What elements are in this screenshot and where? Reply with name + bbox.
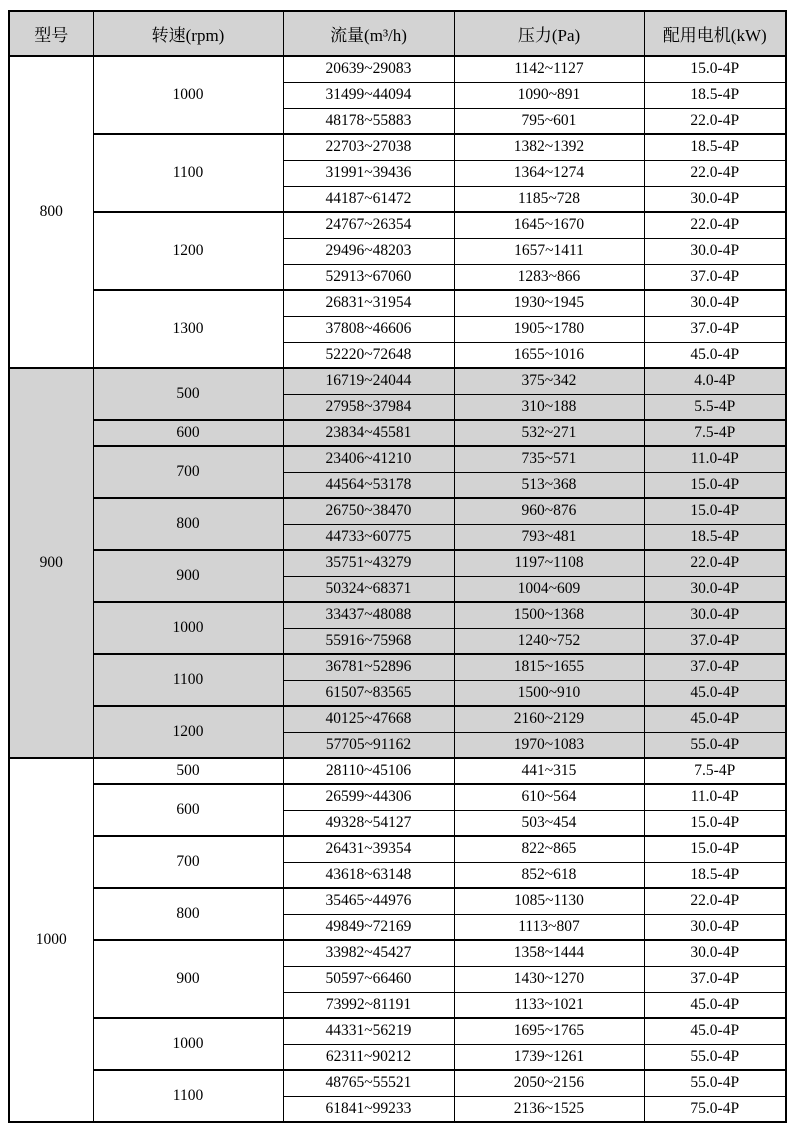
- pressure-cell: 1970~1083: [454, 732, 644, 758]
- motor-cell: 55.0-4P: [644, 1044, 786, 1070]
- motor-cell: 45.0-4P: [644, 706, 786, 732]
- pressure-cell: 1930~1945: [454, 290, 644, 316]
- pressure-cell: 1500~910: [454, 680, 644, 706]
- flow-cell: 57705~91162: [283, 732, 454, 758]
- motor-cell: 22.0-4P: [644, 160, 786, 186]
- pressure-cell: 1133~1021: [454, 992, 644, 1018]
- speed-cell: 700: [93, 836, 283, 888]
- pressure-cell: 1240~752: [454, 628, 644, 654]
- pressure-cell: 1358~1444: [454, 940, 644, 966]
- motor-cell: 37.0-4P: [644, 966, 786, 992]
- table-row: [9, 784, 786, 810]
- flow-cell: 26831~31954: [283, 290, 454, 316]
- speed-cell: 900: [93, 940, 283, 1018]
- pressure-cell: 503~454: [454, 810, 644, 836]
- pressure-cell: 1382~1392: [454, 134, 644, 160]
- motor-cell: 37.0-4P: [644, 264, 786, 290]
- flow-cell: 28110~45106: [283, 758, 454, 784]
- pressure-cell: 822~865: [454, 836, 644, 862]
- table-row: [9, 550, 786, 576]
- pressure-cell: 2136~1525: [454, 1096, 644, 1122]
- pressure-cell: 2050~2156: [454, 1070, 644, 1096]
- speed-cell: 1000: [93, 1018, 283, 1070]
- flow-cell: 48178~55883: [283, 108, 454, 134]
- model-cell: 1000: [9, 758, 93, 1122]
- motor-cell: 45.0-4P: [644, 342, 786, 368]
- pressure-cell: 310~188: [454, 394, 644, 420]
- pressure-cell: 1283~866: [454, 264, 644, 290]
- header-row: [9, 11, 786, 56]
- pressure-cell: 1085~1130: [454, 888, 644, 914]
- flow-cell: 49328~54127: [283, 810, 454, 836]
- flow-cell: 73992~81191: [283, 992, 454, 1018]
- motor-cell: 5.5-4P: [644, 394, 786, 420]
- motor-cell: 22.0-4P: [644, 108, 786, 134]
- pressure-cell: 1364~1274: [454, 160, 644, 186]
- table-row: [9, 290, 786, 316]
- speed-cell: 1000: [93, 602, 283, 654]
- motor-cell: 55.0-4P: [644, 732, 786, 758]
- flow-cell: 29496~48203: [283, 238, 454, 264]
- col-header-model: 型号: [9, 11, 93, 56]
- pressure-cell: 960~876: [454, 498, 644, 524]
- model-cell: 800: [9, 56, 93, 368]
- pressure-cell: 1695~1765: [454, 1018, 644, 1044]
- pressure-cell: 793~481: [454, 524, 644, 550]
- model-cell: 900: [9, 368, 93, 758]
- speed-cell: 800: [93, 498, 283, 550]
- flow-cell: 62311~90212: [283, 1044, 454, 1070]
- flow-cell: 50597~66460: [283, 966, 454, 992]
- flow-cell: 23834~45581: [283, 420, 454, 446]
- speed-cell: 900: [93, 550, 283, 602]
- flow-cell: 37808~46606: [283, 316, 454, 342]
- pressure-cell: 1657~1411: [454, 238, 644, 264]
- table-row: [9, 1018, 786, 1044]
- flow-cell: 26750~38470: [283, 498, 454, 524]
- flow-cell: 36781~52896: [283, 654, 454, 680]
- flow-cell: 35751~43279: [283, 550, 454, 576]
- motor-cell: 22.0-4P: [644, 212, 786, 238]
- motor-cell: 55.0-4P: [644, 1070, 786, 1096]
- motor-cell: 11.0-4P: [644, 446, 786, 472]
- pressure-cell: 375~342: [454, 368, 644, 394]
- table-row: [9, 212, 786, 238]
- motor-cell: 18.5-4P: [644, 134, 786, 160]
- pressure-cell: 1430~1270: [454, 966, 644, 992]
- pressure-cell: 1655~1016: [454, 342, 644, 368]
- flow-cell: 44733~60775: [283, 524, 454, 550]
- pressure-cell: 852~618: [454, 862, 644, 888]
- pressure-cell: 532~271: [454, 420, 644, 446]
- pressure-cell: 610~564: [454, 784, 644, 810]
- flow-cell: 33982~45427: [283, 940, 454, 966]
- table-body: [9, 56, 786, 1122]
- flow-cell: 61507~83565: [283, 680, 454, 706]
- pressure-cell: 1090~891: [454, 82, 644, 108]
- pressure-cell: 1905~1780: [454, 316, 644, 342]
- motor-cell: 18.5-4P: [644, 82, 786, 108]
- speed-cell: 1100: [93, 654, 283, 706]
- motor-cell: 7.5-4P: [644, 420, 786, 446]
- table-row: [9, 498, 786, 524]
- pressure-cell: 2160~2129: [454, 706, 644, 732]
- pressure-cell: 795~601: [454, 108, 644, 134]
- table-row: [9, 940, 786, 966]
- motor-cell: 30.0-4P: [644, 186, 786, 212]
- motor-cell: 30.0-4P: [644, 290, 786, 316]
- pressure-cell: 1815~1655: [454, 654, 644, 680]
- pressure-cell: 441~315: [454, 758, 644, 784]
- motor-cell: 15.0-4P: [644, 810, 786, 836]
- flow-cell: 27958~37984: [283, 394, 454, 420]
- motor-cell: 22.0-4P: [644, 550, 786, 576]
- motor-cell: 15.0-4P: [644, 56, 786, 82]
- speed-cell: 800: [93, 888, 283, 940]
- flow-cell: 16719~24044: [283, 368, 454, 394]
- motor-cell: 15.0-4P: [644, 472, 786, 498]
- flow-cell: 20639~29083: [283, 56, 454, 82]
- motor-cell: 30.0-4P: [644, 576, 786, 602]
- flow-cell: 24767~26354: [283, 212, 454, 238]
- flow-cell: 23406~41210: [283, 446, 454, 472]
- motor-cell: 45.0-4P: [644, 1018, 786, 1044]
- flow-cell: 31991~39436: [283, 160, 454, 186]
- table-row: [9, 1070, 786, 1096]
- col-header-flow: 流量(m³/h): [283, 11, 454, 56]
- table-row: [9, 654, 786, 680]
- pressure-cell: 513~368: [454, 472, 644, 498]
- motor-cell: 15.0-4P: [644, 836, 786, 862]
- flow-cell: 22703~27038: [283, 134, 454, 160]
- speed-cell: 1000: [93, 56, 283, 134]
- col-header-motor: 配用电机(kW): [644, 11, 786, 56]
- col-header-speed: 转速(rpm): [93, 11, 283, 56]
- table-row: [9, 56, 786, 82]
- speed-cell: 1200: [93, 212, 283, 290]
- table-row: [9, 602, 786, 628]
- motor-cell: 18.5-4P: [644, 524, 786, 550]
- speed-cell: 600: [93, 784, 283, 836]
- motor-cell: 18.5-4P: [644, 862, 786, 888]
- speed-cell: 1100: [93, 134, 283, 212]
- motor-cell: 30.0-4P: [644, 940, 786, 966]
- flow-cell: 35465~44976: [283, 888, 454, 914]
- flow-cell: 31499~44094: [283, 82, 454, 108]
- flow-cell: 44564~53178: [283, 472, 454, 498]
- speed-cell: 1100: [93, 1070, 283, 1122]
- flow-cell: 43618~63148: [283, 862, 454, 888]
- pressure-cell: 1197~1108: [454, 550, 644, 576]
- pressure-cell: 1739~1261: [454, 1044, 644, 1070]
- motor-cell: 30.0-4P: [644, 238, 786, 264]
- motor-cell: 11.0-4P: [644, 784, 786, 810]
- pressure-cell: 1500~1368: [454, 602, 644, 628]
- motor-cell: 45.0-4P: [644, 992, 786, 1018]
- table-row: [9, 420, 786, 446]
- motor-cell: 45.0-4P: [644, 680, 786, 706]
- speed-cell: 500: [93, 758, 283, 784]
- pressure-cell: 1113~807: [454, 914, 644, 940]
- speed-cell: 1300: [93, 290, 283, 368]
- speed-cell: 700: [93, 446, 283, 498]
- motor-cell: 7.5-4P: [644, 758, 786, 784]
- speed-cell: 500: [93, 368, 283, 420]
- pressure-cell: 1185~728: [454, 186, 644, 212]
- motor-cell: 4.0-4P: [644, 368, 786, 394]
- table-row: [9, 446, 786, 472]
- motor-cell: 22.0-4P: [644, 888, 786, 914]
- pressure-cell: 1004~609: [454, 576, 644, 602]
- table-row: [9, 758, 786, 784]
- flow-cell: 61841~99233: [283, 1096, 454, 1122]
- motor-cell: 15.0-4P: [644, 498, 786, 524]
- motor-cell: 30.0-4P: [644, 914, 786, 940]
- table-row: [9, 368, 786, 394]
- motor-cell: 37.0-4P: [644, 654, 786, 680]
- motor-cell: 37.0-4P: [644, 628, 786, 654]
- pressure-cell: 1142~1127: [454, 56, 644, 82]
- speed-cell: 600: [93, 420, 283, 446]
- pressure-cell: 735~571: [454, 446, 644, 472]
- table-row: [9, 836, 786, 862]
- table-row: [9, 706, 786, 732]
- motor-cell: 37.0-4P: [644, 316, 786, 342]
- speed-cell: 1200: [93, 706, 283, 758]
- pressure-cell: 1645~1670: [454, 212, 644, 238]
- motor-cell: 75.0-4P: [644, 1096, 786, 1122]
- flow-cell: 26431~39354: [283, 836, 454, 862]
- flow-cell: 44331~56219: [283, 1018, 454, 1044]
- flow-cell: 48765~55521: [283, 1070, 454, 1096]
- flow-cell: 26599~44306: [283, 784, 454, 810]
- table-row: [9, 134, 786, 160]
- flow-cell: 50324~68371: [283, 576, 454, 602]
- table-row: [9, 888, 786, 914]
- fan-spec-table: [8, 10, 787, 1123]
- flow-cell: 49849~72169: [283, 914, 454, 940]
- flow-cell: 52913~67060: [283, 264, 454, 290]
- flow-cell: 40125~47668: [283, 706, 454, 732]
- flow-cell: 33437~48088: [283, 602, 454, 628]
- flow-cell: 52220~72648: [283, 342, 454, 368]
- col-header-pressure: 压力(Pa): [454, 11, 644, 56]
- flow-cell: 44187~61472: [283, 186, 454, 212]
- motor-cell: 30.0-4P: [644, 602, 786, 628]
- flow-cell: 55916~75968: [283, 628, 454, 654]
